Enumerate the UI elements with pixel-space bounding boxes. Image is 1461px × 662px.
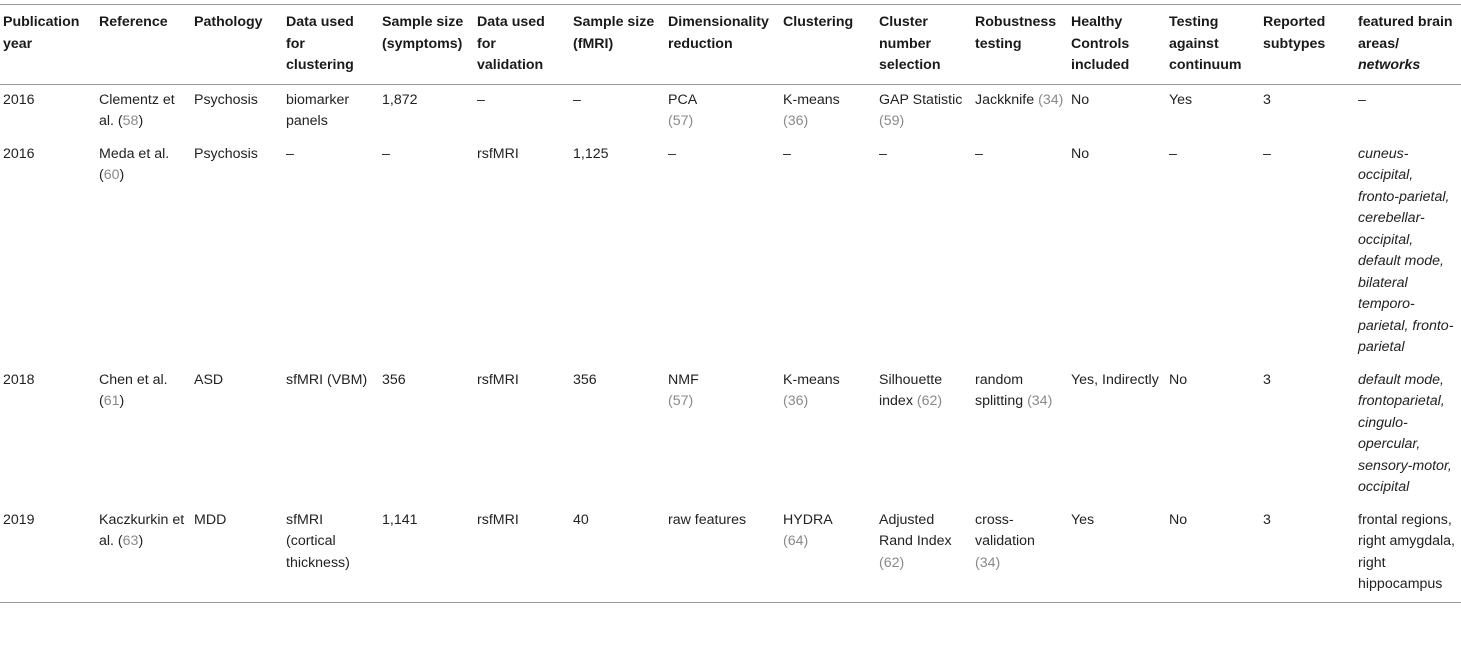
cell-data-clustering: – bbox=[286, 145, 294, 162]
col-header-cluster-selection: Cluster number selection bbox=[876, 5, 972, 85]
reference-close: ) bbox=[138, 533, 144, 549]
cell-sample-fmri: 1,125 bbox=[573, 145, 609, 162]
cell-reported-subtypes: 3 bbox=[1263, 371, 1271, 388]
cell-testing-continuum: Yes bbox=[1169, 91, 1193, 108]
cell-sample-symptoms: 356 bbox=[382, 371, 406, 388]
cluster-selection-text: Silhouette index bbox=[879, 371, 943, 409]
col-header-sample-fmri: Sample size (fMRI) bbox=[570, 5, 665, 85]
cell-reported-subtypes: 3 bbox=[1260, 505, 1355, 603]
clustering-ref[interactable]: (64) bbox=[783, 533, 809, 549]
clustering-studies-table bbox=[0, 4, 1461, 603]
col-header-testing-continuum: Testing against continuum bbox=[1166, 5, 1260, 85]
cell-year: 2019 bbox=[0, 505, 96, 603]
cell-reference bbox=[96, 139, 191, 365]
dim-reduction-text: NMF bbox=[668, 371, 699, 388]
col-header-reported-subtypes: Reported subtypes bbox=[1260, 5, 1355, 85]
cell-data-validation: rsfMRI bbox=[474, 505, 570, 603]
cell-data-validation: rsfMRI bbox=[477, 371, 519, 388]
cell-year: 2016 bbox=[3, 145, 35, 162]
cell-sample-symptoms: 1,141 bbox=[379, 505, 474, 603]
dim-reduction-ref[interactable]: (57) bbox=[668, 393, 694, 409]
clustering-ref[interactable]: (36) bbox=[783, 113, 809, 129]
cell-dim-reduction: – bbox=[668, 145, 676, 162]
cluster-selection-ref[interactable]: (62) bbox=[879, 554, 905, 571]
cell-clustering bbox=[780, 84, 876, 139]
cell-brain-areas: frontal regions, right amygdala, right hippocampus bbox=[1355, 505, 1461, 603]
col-header-clustering: Clustering bbox=[780, 5, 876, 85]
col-header-data-validation: Data used for validation bbox=[474, 5, 570, 85]
dim-reduction-text: PCA bbox=[668, 91, 698, 108]
clustering-text: K-means bbox=[783, 91, 840, 108]
cluster-selection-text: Adjusted Rand Index bbox=[879, 511, 952, 549]
cell-brain-areas: default mode, frontoparietal, cingulo-opercular, sensory-motor, occipital bbox=[1358, 371, 1452, 495]
cell-data-validation: rsfMRI bbox=[477, 145, 519, 162]
cell-reference bbox=[96, 84, 191, 139]
cell-data-clustering: biomarker panels bbox=[286, 91, 350, 129]
clustering-text: K-means bbox=[783, 371, 840, 388]
reference-text: Kaczkurkin et al. ( bbox=[99, 511, 185, 549]
networks-label: networks bbox=[1358, 57, 1421, 73]
header-row bbox=[0, 5, 1461, 85]
cell-robustness: – bbox=[975, 145, 983, 162]
cluster-selection-ref[interactable]: (62) bbox=[916, 393, 943, 409]
reference-close: ) bbox=[138, 113, 144, 129]
col-header-brain-areas bbox=[1355, 5, 1461, 85]
robustness-text: cross-validation bbox=[975, 511, 1035, 549]
reference-text: Meda et al. ( bbox=[99, 145, 170, 183]
dim-reduction-ref[interactable]: (57) bbox=[668, 113, 694, 129]
cell-cluster-selection bbox=[876, 84, 972, 139]
cell-robustness bbox=[972, 505, 1068, 603]
cell-testing-continuum: – bbox=[1169, 145, 1177, 162]
cell-healthy-controls: No bbox=[1071, 145, 1090, 162]
robustness-text: Jackknife bbox=[975, 91, 1035, 108]
cell-year: 2018 bbox=[3, 371, 35, 388]
cell-sample-fmri: 356 bbox=[573, 371, 597, 388]
cell-clustering bbox=[780, 365, 876, 505]
col-header-publication-year: Publication year bbox=[0, 5, 96, 85]
cell-healthy-controls: Yes, Indirectly bbox=[1071, 371, 1159, 388]
table-row bbox=[0, 139, 1461, 365]
cell-cluster-selection bbox=[876, 505, 972, 603]
cell-sample-fmri: 40 bbox=[570, 505, 665, 603]
cluster-selection-ref[interactable]: (59) bbox=[879, 113, 905, 129]
col-header-sample-symptoms: Sample size (symptoms) bbox=[379, 5, 474, 85]
cell-sample-symptoms: 1,872 bbox=[382, 91, 418, 108]
cell-reference bbox=[96, 505, 191, 603]
clustering-ref[interactable]: (36) bbox=[783, 393, 809, 409]
cell-data-clustering: sfMRI (cortical thickness) bbox=[283, 505, 379, 603]
cell-brain-areas: – bbox=[1358, 91, 1366, 108]
reference-close: ) bbox=[119, 167, 125, 183]
cell-robustness bbox=[972, 365, 1068, 505]
col-header-reference: Reference bbox=[96, 5, 191, 85]
cell-data-clustering: sfMRI (VBM) bbox=[286, 371, 368, 388]
col-header-pathology: Pathology bbox=[191, 5, 283, 85]
cell-dim-reduction bbox=[665, 84, 780, 139]
robustness-ref[interactable]: (34) bbox=[1038, 91, 1064, 108]
reference-link[interactable]: 63 bbox=[122, 533, 139, 549]
cell-healthy-controls: No bbox=[1071, 91, 1090, 108]
reference-text: Clementz et al. ( bbox=[99, 91, 175, 129]
cell-data-validation: – bbox=[477, 91, 485, 108]
col-header-healthy-controls: Healthy Controls included bbox=[1068, 5, 1166, 85]
cell-year: 2016 bbox=[3, 91, 35, 108]
col-header-data-clustering: Data used for clustering bbox=[283, 5, 379, 85]
cell-reference bbox=[96, 365, 191, 505]
cell-clustering bbox=[780, 505, 876, 603]
reference-link[interactable]: 58 bbox=[122, 113, 139, 129]
brain-areas-label: featured brain areas/ bbox=[1358, 14, 1453, 52]
table-row bbox=[0, 84, 1461, 139]
cell-dim-reduction bbox=[665, 365, 780, 505]
robustness-ref[interactable]: (34) bbox=[1027, 393, 1053, 409]
cell-reported-subtypes: – bbox=[1263, 145, 1271, 162]
reference-link[interactable]: 60 bbox=[103, 167, 120, 183]
clustering-text: HYDRA bbox=[783, 511, 833, 528]
cluster-selection-text: GAP Statistic bbox=[879, 91, 963, 108]
cell-testing-continuum: No bbox=[1166, 505, 1260, 603]
cell-sample-symptoms: – bbox=[382, 145, 390, 162]
reference-text: Chen et al. ( bbox=[99, 371, 168, 409]
cell-clustering: – bbox=[783, 145, 791, 162]
cell-pathology: Psychosis bbox=[194, 91, 258, 108]
robustness-ref[interactable]: (34) bbox=[975, 554, 1001, 571]
cell-brain-areas: cuneus-occipital, fronto-parietal, cerebellar-occipital, default mode, bilateral temporo-parietal, fronto-parietal bbox=[1358, 145, 1454, 355]
cell-cluster-selection: – bbox=[879, 145, 887, 162]
table-row bbox=[0, 365, 1461, 505]
cell-cluster-selection bbox=[876, 365, 972, 505]
robustness-text: random splitting bbox=[975, 371, 1024, 409]
cell-sample-fmri: – bbox=[573, 91, 581, 108]
cell-pathology: Psychosis bbox=[194, 145, 258, 162]
cell-robustness bbox=[972, 84, 1068, 139]
cell-reported-subtypes: 3 bbox=[1263, 91, 1271, 108]
cell-testing-continuum: No bbox=[1169, 371, 1188, 388]
reference-link[interactable]: 61 bbox=[103, 393, 120, 409]
cell-pathology: MDD bbox=[191, 505, 283, 603]
cell-dim-reduction: raw features bbox=[665, 505, 780, 603]
col-header-dim-reduction: Dimensionality reduction bbox=[665, 5, 780, 85]
col-header-robustness: Robustness testing bbox=[972, 5, 1068, 85]
cell-pathology: ASD bbox=[194, 371, 224, 388]
table-row bbox=[0, 505, 1461, 603]
reference-close: ) bbox=[119, 393, 125, 409]
cell-healthy-controls: Yes bbox=[1068, 505, 1166, 603]
